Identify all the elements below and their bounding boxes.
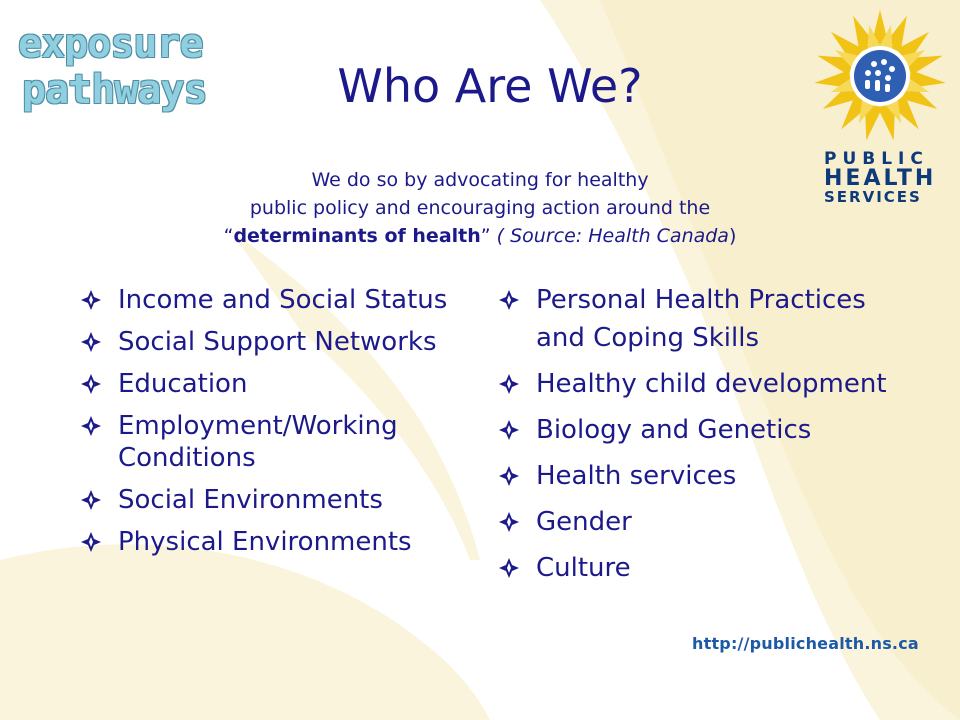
- logo-line-2: pathways: [22, 67, 207, 113]
- list-item: [78, 410, 458, 474]
- sunflower-emblem-icon: [808, 10, 958, 150]
- list-item: [78, 326, 458, 358]
- open-quote: “: [223, 225, 234, 247]
- phs-health: HEALTH: [824, 166, 937, 191]
- diamond-bullet-icon: [499, 512, 519, 532]
- slide-title: Who Are We?: [337, 59, 643, 113]
- bullet-text: Biology and Genetics: [536, 415, 812, 445]
- phs-wordmark: [824, 150, 954, 207]
- diamond-bullet-icon: [81, 332, 101, 352]
- bullet-text: Education: [118, 369, 248, 399]
- source-citation: Source: Health Canada: [510, 225, 729, 247]
- website-url-link[interactable]: http://publichealth.ns.ca: [692, 634, 919, 653]
- diamond-bullet-icon: [499, 466, 519, 486]
- determinants-emphasis: determinants of health: [233, 225, 481, 247]
- list-item: [496, 549, 896, 587]
- bullet-text: Employment/Working Conditions: [118, 411, 398, 473]
- list-item: [496, 365, 896, 403]
- bullet-text: Income and Social Status: [118, 285, 448, 315]
- close-quote: ”: [480, 225, 491, 247]
- diamond-bullet-icon: [81, 290, 101, 310]
- phs-public: PUBLIC: [824, 149, 929, 169]
- diamond-bullet-icon: [499, 420, 519, 440]
- diamond-bullet-icon: [81, 490, 101, 510]
- list-item: [78, 368, 458, 400]
- public-health-services-logo: [808, 10, 958, 220]
- bullet-text: Personal Health Practices and Coping Skills: [536, 285, 866, 353]
- bullet-text: Healthy child development: [536, 369, 887, 399]
- diamond-bullet-icon: [499, 290, 519, 310]
- subtitle-line-3: [100, 222, 860, 250]
- list-item: [78, 484, 458, 516]
- diamond-bullet-icon: [81, 374, 101, 394]
- slide-subtitle: [100, 166, 860, 250]
- phs-services: SERVICES: [824, 188, 922, 206]
- diamond-bullet-icon: [499, 558, 519, 578]
- close-paren: ): [728, 225, 737, 247]
- diamond-bullet-icon: [81, 532, 101, 552]
- diamond-bullet-icon: [499, 374, 519, 394]
- list-item: [496, 411, 896, 449]
- list-item: [496, 503, 896, 541]
- bullet-text: Social Environments: [118, 485, 383, 515]
- bullet-text: Gender: [536, 507, 632, 537]
- list-item: [78, 526, 458, 558]
- subtitle-line-2: public policy and encouraging action around the: [249, 197, 711, 219]
- bullet-text: Health services: [536, 461, 737, 491]
- list-item: [496, 281, 896, 357]
- left-bullet-list: [78, 284, 458, 568]
- diamond-bullet-icon: [81, 416, 101, 436]
- logo-line-1: exposure: [18, 21, 203, 67]
- open-paren: (: [490, 225, 511, 247]
- list-item: [78, 284, 458, 316]
- subtitle-line-1: We do so by advocating for healthy: [311, 169, 649, 191]
- right-bullet-list: [496, 281, 896, 595]
- bullet-text: Social Support Networks: [118, 327, 437, 357]
- exposure-pathways-logo: [14, 16, 214, 128]
- list-item: [496, 457, 896, 495]
- bullet-text: Culture: [536, 553, 631, 583]
- bullet-text: Physical Environments: [118, 527, 412, 557]
